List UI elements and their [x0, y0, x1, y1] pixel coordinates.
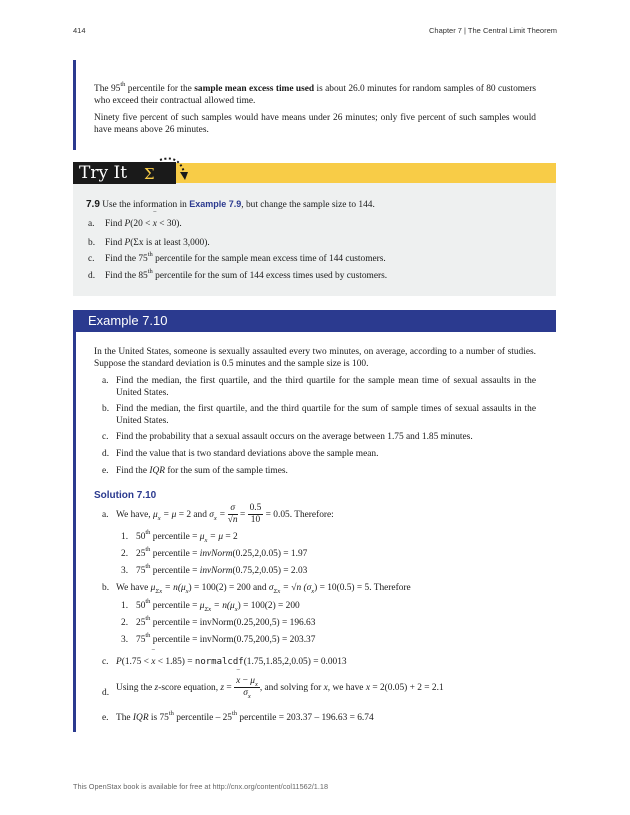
z-score-fraction: ‾ $\frac{x - \mu_x}{\sigma_x}$: [234, 676, 260, 699]
math-symbol: $\mu_x = \mu$: [199, 532, 224, 544]
solution-text: 25: [136, 549, 146, 559]
item-sup: th: [147, 267, 153, 275]
item-text: Find: [105, 238, 125, 248]
math-symbol: P: [116, 657, 122, 667]
list-marker: b.: [88, 238, 96, 248]
solution-text: ) = 10(0.5) = 5. Therefore: [314, 583, 411, 593]
try-it-item-c: [105, 250, 386, 265]
solution-b-2: [136, 614, 316, 629]
x-bar-symbol: ‾ x: [153, 218, 157, 230]
solution-text: percentile =: [150, 601, 200, 611]
item-sup: th: [147, 250, 153, 258]
solution-text: percentile = 203.37 – 196.63 = 6.74: [237, 713, 374, 723]
solution-a-3: [136, 562, 308, 577]
solution-text: percentile =: [150, 532, 200, 542]
solution-text: (0.75,2,0.05) = 2.03: [232, 566, 308, 576]
example-item-d: Find the value that is two standard deviations above the sample mean.: [116, 449, 379, 459]
math-symbol: $\sigma_{\Sigma x} = √n$ ($\sigma_x$: [268, 583, 315, 595]
solution-text: (0.25,2,0.05) = 1.97: [232, 549, 308, 559]
chapter-title: Chapter 7 | The Central Limit Theorem: [429, 26, 557, 35]
sup: th: [232, 709, 238, 717]
solution-text: 50: [136, 601, 146, 611]
solution-text: = 2 and: [176, 510, 210, 520]
solution-text: The: [116, 713, 133, 723]
example-item-c: Find the probability that a sexual assault occurs on the average between 1.75 and 1.85 minutes.: [116, 432, 473, 442]
solution-a-2: [136, 545, 308, 560]
math-symbol: z: [154, 683, 159, 693]
try-it-item-a: [105, 218, 182, 230]
list-marker: c.: [102, 657, 109, 667]
solution-text: invNorm: [199, 549, 233, 559]
math-symbol: x: [323, 683, 328, 693]
dotted-arrow-icon: [156, 154, 192, 184]
item-text: P: [124, 238, 131, 248]
sup: th: [145, 562, 151, 570]
item-text: for the sum of the sample times.: [164, 466, 288, 476]
solution-text: -score equation,: [158, 683, 221, 693]
half-over-ten: $\frac{0.5}{10}$: [249, 503, 262, 526]
list-marker: e.: [102, 466, 109, 476]
intro-text: percentile for the: [125, 84, 195, 94]
list-marker: 1.: [121, 601, 129, 611]
math-symbol: $\mu_{\Sigma x} = n(\mu_x$: [199, 601, 238, 613]
math-symbol: $\sigma_x$ =: [209, 510, 228, 522]
list-marker: d.: [102, 688, 110, 698]
left-accent-bar: [73, 332, 76, 732]
list-marker: d.: [102, 449, 110, 459]
x-bar-symbol: ‾ x: [151, 656, 155, 668]
list-marker: 3.: [121, 635, 129, 645]
math-symbol: $\mu_x = \mu$: [153, 510, 177, 522]
item-text: P: [124, 219, 131, 229]
solution-text: = 0.05. Therefore:: [263, 510, 334, 520]
item-text: Find the 85: [105, 271, 148, 281]
intro-paragraph-2: Ninety five percent of such samples would have means under 26 minutes; only five percent of such samples would have means above 26 minutes.: [94, 113, 536, 136]
solution-text: ) = 100(2) = 200: [237, 601, 300, 611]
list-marker: a.: [88, 219, 95, 229]
list-marker: c.: [102, 432, 109, 442]
solution-text: invNorm: [199, 566, 233, 576]
page-footer: This OpenStax book is available for free at http://cnx.org/content/col11562/1.18: [73, 782, 329, 791]
try-it-item-b: [105, 237, 210, 249]
sup: th: [145, 528, 151, 536]
solution-text: 75: [136, 635, 146, 645]
math-symbol: IQR: [132, 713, 149, 723]
example-7-9-link[interactable]: Example 7.9: [189, 199, 242, 209]
sup: th: [168, 709, 174, 717]
item-text: Find the: [116, 466, 150, 476]
solution-text: percentile – 25: [173, 713, 232, 723]
solution-e: [116, 709, 374, 724]
list-marker: c.: [88, 254, 95, 264]
item-text: Find: [105, 219, 125, 229]
list-marker: 3.: [121, 566, 129, 576]
intro-text: The 95: [94, 84, 121, 94]
solution-text: 25: [136, 618, 146, 628]
try-it-text: , but change the sample size to 144.: [241, 200, 375, 210]
item-text: percentile for the sample mean excess time of 144 customers.: [152, 254, 386, 264]
try-it-text: Use the information in: [99, 200, 190, 210]
solution-heading: Solution 7.10: [94, 490, 157, 501]
list-marker: 1.: [121, 532, 129, 542]
solution-a-1: [136, 528, 238, 544]
list-marker: 2.: [121, 549, 129, 559]
solution-d: Using the z-score equation, z = ‾ $\frac{x - \mu_x}{\sigma_x}$ , and solving for x, we have x = 2(0.05) + 2 = 2.1: [116, 675, 444, 701]
list-marker: a.: [102, 510, 109, 520]
solution-text: percentile = invNorm(0.25,200,5) = 196.63: [150, 618, 316, 628]
item-text: (Σx is at least 3,000).: [130, 238, 210, 248]
try-it-label: Try It: [73, 162, 176, 184]
intro-text: is about 26.0 minutes for random samples of 80 customers who exceed their contractual allowed time.: [94, 84, 536, 107]
solution-text: percentile = invNorm(0.75,200,5) = 203.37: [150, 635, 316, 645]
sup: th: [145, 631, 151, 639]
solution-text: , and solving for: [259, 683, 324, 693]
example-heading: Example 7.10: [73, 310, 556, 332]
try-it-item-d: [105, 267, 388, 282]
solution-text: ) = 100(2) = 200 and: [188, 583, 269, 593]
solution-text: (1.75,1.85,2,0.05) = 0.0013: [243, 657, 347, 667]
list-marker: b.: [102, 583, 110, 593]
example-item-b: Find the median, the first quartile, and the third quartile for the sum of sample times of sexual assaults in the United States.: [116, 404, 536, 427]
solution-c: [116, 656, 347, 668]
list-marker: a.: [102, 376, 109, 386]
solution-b-1: [136, 597, 300, 613]
example-item-a: Find the median, the first quartile, and the third quartile for the sample mean time of sexual assaults in the United States.: [116, 376, 536, 399]
solution-text: percentile =: [150, 549, 200, 559]
list-marker: e.: [102, 713, 109, 723]
example-item-e: [116, 465, 536, 477]
sup: th: [145, 545, 151, 553]
solution-text: is 75: [148, 713, 169, 723]
item-text: Find the 75: [105, 254, 148, 264]
normalcdf-function: normalcdf: [194, 657, 244, 667]
solution-text: = 2(0.05) + 2 = 2.1: [369, 683, 444, 693]
sup: th: [145, 597, 151, 605]
math-symbol: $\mu_{\Sigma x} = n(\mu_x$: [150, 583, 189, 595]
sigma-over-root-n: $\frac{\sigma}{√n}$: [227, 503, 238, 526]
solution-text: We have: [116, 583, 151, 593]
example-intro: In the United States, someone is sexually assaulted every two minutes, on average, according to a number of studies. Suppose the standard deviation is 0.5 minutes and the sample size is 100.: [94, 347, 536, 370]
item-text: (20 <: [130, 219, 153, 229]
solution-text: 75: [136, 566, 146, 576]
math-symbol: z: [220, 683, 225, 693]
intro-sup: th: [120, 80, 126, 88]
intro-paragraph-1: [94, 80, 536, 108]
math-symbol: x: [365, 683, 370, 693]
page-number: 414: [73, 26, 86, 35]
left-accent-bar: [73, 60, 76, 150]
intro-bold: sample mean excess time used: [194, 84, 315, 94]
sup: th: [145, 614, 151, 622]
solution-b-3: [136, 631, 316, 646]
item-text: percentile for the sum of 144 excess times used by customers.: [152, 271, 388, 281]
sigma-icon: Σ: [144, 165, 155, 183]
list-marker: d.: [88, 271, 96, 281]
solution-a: We have, $\mu_x = \mu = 2$ and $\sigma_x$ = $\frac{\sigma}{√n}$ = $\frac{0.5}{10}$ = 0.05. Therefore:: [116, 503, 334, 526]
solution-text: (1.75 <: [121, 657, 152, 667]
solution-text: 50: [136, 532, 146, 542]
solution-b: [116, 582, 411, 594]
item-text: IQR: [149, 466, 165, 476]
item-text: < 30).: [156, 219, 182, 229]
solution-text: Using the: [116, 683, 155, 693]
solution-text: < 1.85) =: [155, 657, 195, 667]
solution-text: , we have: [327, 683, 366, 693]
solution-text: percentile =: [150, 566, 200, 576]
solution-text: = 2: [223, 532, 238, 542]
list-marker: b.: [102, 404, 110, 414]
list-marker: 2.: [121, 618, 129, 628]
try-it-number: 7.9: [86, 199, 100, 210]
solution-text: We have,: [116, 510, 153, 520]
